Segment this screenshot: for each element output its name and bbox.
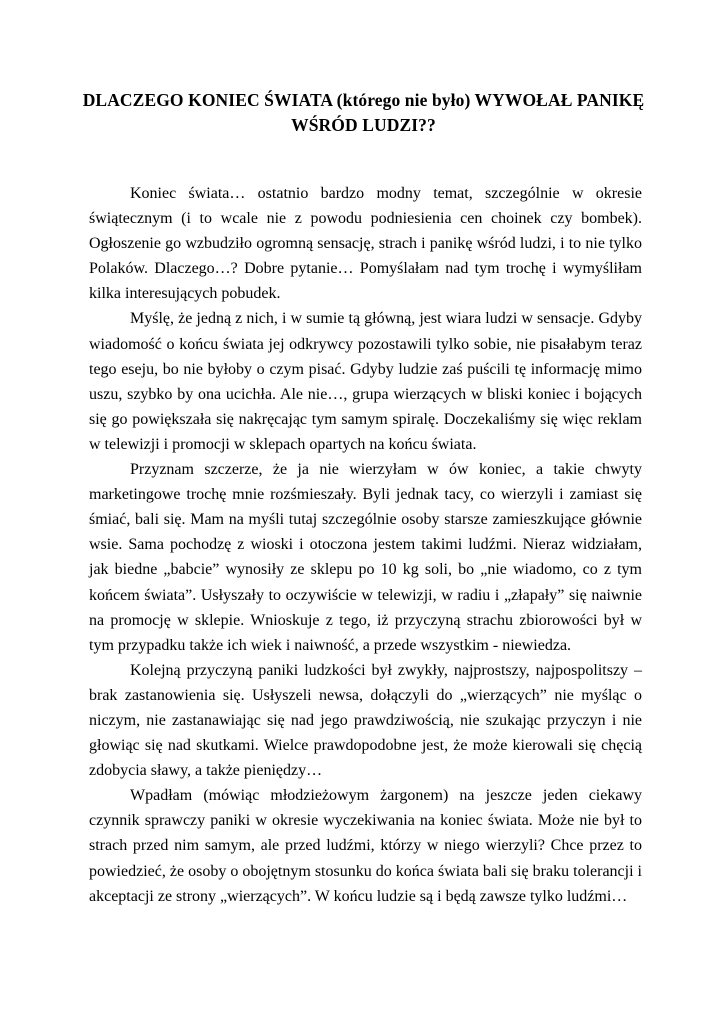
paragraph-3: Przyznam szczerze, że ja nie wierzyłam w ów koniec, a takie chwyty marketingowe trochę mnie rozśmieszały. Byli jednak tacy, co wierzyli i zamiast się śmiać, bali się. Mam na myśli tutaj szczególnie osoby starsze zamieszkujące głównie wsie. Sama pochodzę z wioski i otoczona jestem takimi ludźmi. Nieraz widziałam, jak biedne „babcie” wynosiły ze sklepu po 10 kg soli, bo „nie wiadomo, co z tym końcem świata”. Usłyszały to oczywiście w telewizji, w radiu i „złapały” się naiwnie na promocję w sklepie. Wnioskuje z tego, iż przyczyną strachu zbiorowości był w tym przypadku także ich wiek i naiwność, a przede wszystkim - niewiedza. (89, 461, 642, 654)
paragraph-5: Wpadłam (mówiąc młodzieżowym żargonem) na jeszcze jeden ciekawy czynnik sprawczy paniki w okresie wyczekiwania na koniec świata. Może nie był to strach przed nim samym, ale przed ludźmi, którzy w niego wierzyli? Chce przez to powiedzieć, że osoby o obojętnym stosunku do końca świata bali się braku tolerancji i akceptacji ze strony „wierzących”. W końcu ludzie są i będą zawsze tylko ludźmi… (89, 787, 642, 905)
essay-title: DLACZEGO KONIEC ŚWIATA (którego nie było) WYWOŁAŁ PANIKĘ WŚRÓD LUDZI?? (82, 90, 645, 135)
paragraph-1: Koniec świata… ostatnio bardzo modny temat, szczególnie w okresie świątecznym (i to wcale nie z powodu podniesienia cen choinek czy bombek). Ogłoszenie go wzbudziło ogromną sensację, strach i panikę wśród ludzi, i to nie tylko Polaków. Dlaczego…? Dobre pytanie… Pomyślałam nad tym trochę i wymyśliłam kilka interesujących pobudek. (89, 185, 642, 303)
essay-body (89, 181, 642, 909)
paragraph-2: Myślę, że jedną z nich, i w sumie tą główną, jest wiara ludzi w sensacje. Gdyby wiadomość o końcu świata jej odkrywcy pozostawili tylko sobie, nie pisałabym teraz tego eseju, bo nie byłoby o czym pisać. Gdyby ludzie zaś puścili tę informację mimo uszu, szybko by ona ucichła. Ale nie…, grupa wierzących w bliski koniec i bojących się go powiększała się nakręcając tym samym spiralę. Doczekaliśmy się więc reklam w telewizji i promocji w sklepach opartych na końcu świata. (89, 310, 642, 453)
paragraph-4: Kolejną przyczyną paniki ludzkości był zwykły, najprostszy, najpospolitszy – brak zastanowienia się. Usłyszeli newsa, dołączyli do „wierzących” nie myśląc o niczym, nie zastanawiając się nad jego prawdziwością, nie szukając przyczyn i nie głowiąc się nad skutkami. Wielce prawdopodobne jest, że może kierowali się chęcią zdobycia sławy, a także pieniędzy… (89, 661, 642, 780)
